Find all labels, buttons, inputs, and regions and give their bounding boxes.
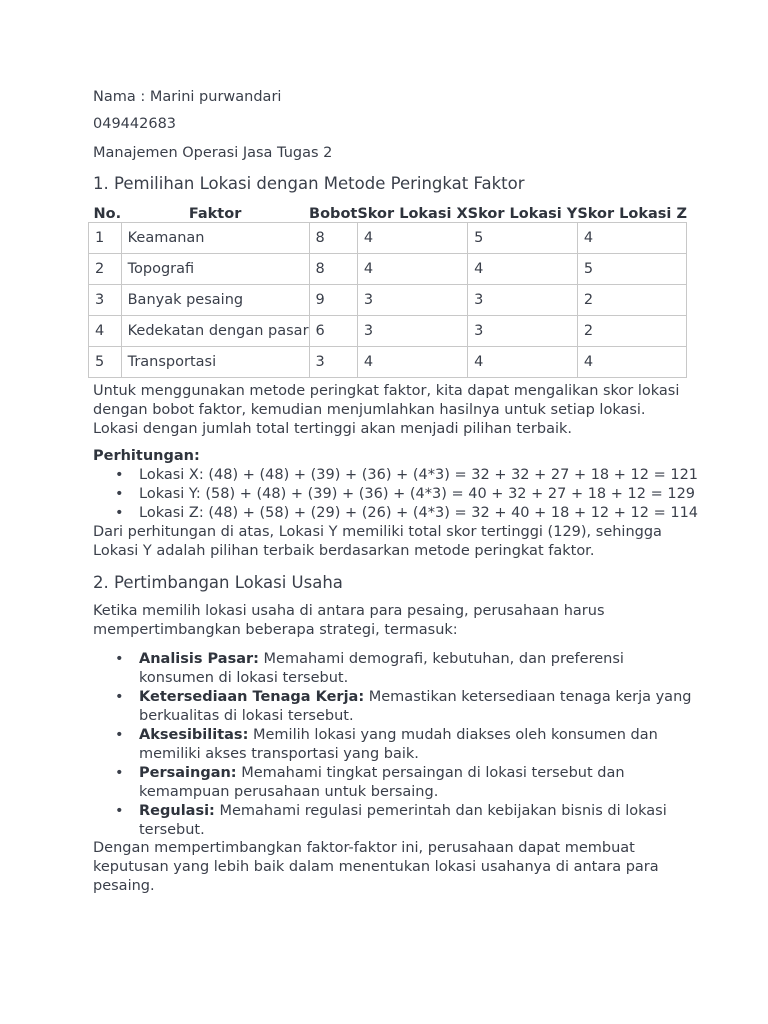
table-cell: 5 — [89, 347, 122, 378]
table-cell: 8 — [309, 254, 357, 285]
paragraph-line: Lokasi dengan jumlah total tertinggi akan menjadi pilihan terbaik. — [93, 421, 573, 437]
table-row — [89, 254, 687, 285]
method-explanation — [93, 382, 683, 439]
paragraph-line: Lokasi Y adalah pilihan terbaik berdasarkan metode peringkat faktor. — [93, 543, 595, 559]
table-cell: 3 — [89, 285, 122, 316]
table-header-row — [89, 204, 687, 223]
calculation-conclusion — [93, 523, 683, 561]
paragraph-line: mempertimbangkan beberapa strategi, termasuk: — [93, 622, 458, 638]
list-item: • Lokasi X: (48) + (48) + (39) + (36) + (4*3) = 32 + 32 + 27 + 18 + 12 = 121 — [93, 466, 673, 485]
table-row — [89, 223, 687, 254]
table-cell: 6 — [309, 316, 357, 347]
student-id: 049442683 — [93, 116, 177, 132]
strategy-term: Ketersediaan Tenaga Kerja: — [139, 689, 365, 705]
list-item: • Ketersediaan Tenaga Kerja: Memastikan ketersediaan tenaga kerja yang berkualitas di lokasi tersebut. — [93, 688, 673, 726]
final-conclusion — [93, 839, 683, 896]
table-cell: 5 — [468, 223, 578, 254]
paragraph-line: Ketika memilih lokasi usaha di antara para pesaing, perusahaan harus — [93, 603, 605, 619]
strategy-term: Persaingan: — [139, 765, 237, 781]
list-item: • Aksesibilitas: Memilih lokasi yang mudah diakses oleh konsumen dan memiliki akses transportasi yang baik. — [93, 726, 673, 764]
course-title: Manajemen Operasi Jasa Tugas 2 — [93, 145, 333, 161]
table-cell: 5 — [577, 254, 687, 285]
table-cell: 4 — [357, 254, 467, 285]
table-cell: 4 — [357, 347, 467, 378]
paragraph-line: Dengan mempertimbangkan faktor-faktor ini, perusahaan dapat membuat — [93, 840, 635, 856]
table-cell: 2 — [577, 285, 687, 316]
table-cell: 4 — [89, 316, 122, 347]
table-cell: 2 — [577, 316, 687, 347]
table-cell: Kedekatan dengan pasar — [121, 316, 309, 347]
column-header: Skor Lokasi X — [357, 206, 468, 222]
paragraph-line: dengan bobot faktor, kemudian menjumlahkan hasilnya untuk setiap lokasi. — [93, 402, 646, 418]
calculation-label: Perhitungan: — [93, 448, 200, 464]
table-cell: 4 — [577, 347, 687, 378]
table-cell: 4 — [357, 223, 467, 254]
table-cell: Banyak pesaing — [121, 285, 309, 316]
student-name: Nama : Marini purwandari — [93, 89, 282, 105]
table-cell: 2 — [89, 254, 122, 285]
table-cell: 3 — [357, 316, 467, 347]
table-cell: Topografi — [121, 254, 309, 285]
table-cell: 4 — [577, 223, 687, 254]
strategy-term: Regulasi: — [139, 803, 215, 819]
paragraph-line: pesaing. — [93, 878, 155, 894]
table-row — [89, 347, 687, 378]
table-cell: Transportasi — [121, 347, 309, 378]
paragraph-line: keputusan yang lebih baik dalam menentukan lokasi usahanya di antara para — [93, 859, 659, 875]
table-row — [89, 316, 687, 347]
table-cell: 9 — [309, 285, 357, 316]
column-header: Skor Lokasi Z — [577, 206, 687, 222]
table-cell: 3 — [468, 285, 578, 316]
table-cell: 4 — [468, 347, 578, 378]
table-cell: 3 — [357, 285, 467, 316]
list-item: • Regulasi: Memahami regulasi pemerintah dan kebijakan bisnis di lokasi tersebut. — [93, 802, 673, 840]
column-header: Skor Lokasi Y — [467, 206, 578, 222]
list-item: • Persaingan: Memahami tingkat persaingan di lokasi tersebut dan kemampuan perusahaan untuk bersaing. — [93, 764, 673, 802]
paragraph-line: Untuk menggunakan metode peringkat faktor, kita dapat mengalikan skor lokasi — [93, 383, 680, 399]
table-cell: 3 — [309, 347, 357, 378]
list-item: • Lokasi Z: (48) + (58) + (29) + (26) + (4*3) = 32 + 40 + 18 + 12 + 12 = 114 — [93, 504, 673, 523]
list-item: • Analisis Pasar: Memahami demografi, kebutuhan, dan preferensi konsumen di lokasi tersebut. — [93, 650, 673, 688]
table-cell: 1 — [89, 223, 122, 254]
factor-rating-table — [88, 204, 687, 378]
strategy-list — [93, 650, 692, 840]
table-cell: 4 — [468, 254, 578, 285]
strategy-intro — [93, 602, 683, 640]
section1-heading: 1. Pemilihan Lokasi dengan Metode Peringkat Faktor — [93, 174, 525, 193]
calculation-list — [93, 466, 699, 523]
table-cell: Keamanan — [121, 223, 309, 254]
section2-heading: 2. Pertimbangan Lokasi Usaha — [93, 573, 343, 592]
table-cell: 3 — [468, 316, 578, 347]
paragraph-line: Dari perhitungan di atas, Lokasi Y memiliki total skor tertinggi (129), sehingga — [93, 524, 662, 540]
strategy-term: Aksesibilitas: — [139, 727, 249, 743]
column-header: Faktor — [188, 206, 242, 222]
list-item: • Lokasi Y: (58) + (48) + (39) + (36) + (4*3) = 40 + 32 + 27 + 18 + 12 = 129 — [93, 485, 673, 504]
table-cell: 8 — [309, 223, 357, 254]
column-header: No. — [93, 206, 122, 222]
table-row — [89, 285, 687, 316]
column-header: Bobot — [309, 206, 358, 222]
strategy-term: Analisis Pasar: — [139, 651, 259, 667]
